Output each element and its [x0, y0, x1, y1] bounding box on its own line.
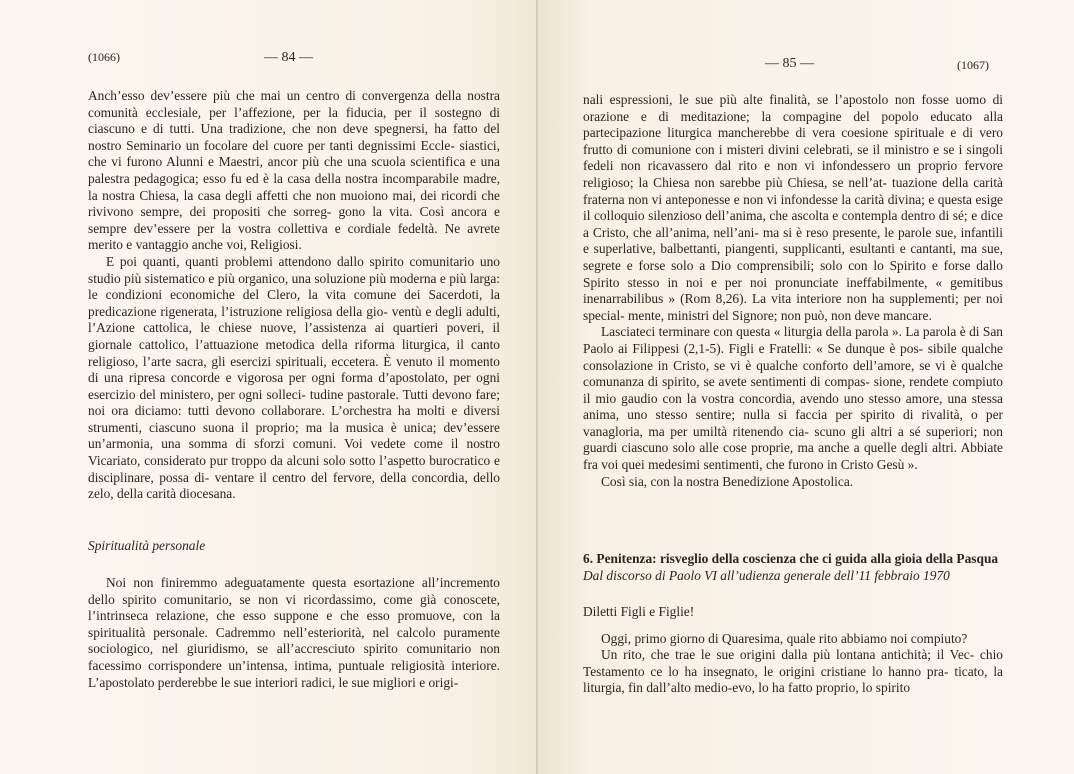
article-heading: [583, 551, 1003, 584]
paragraph: Così sia, con la nostra Benedizione Apostolica.: [601, 473, 854, 489]
left-page-number: — 84 —: [264, 50, 313, 65]
right-page-number: — 85 —: [765, 56, 814, 71]
left-header-number: (1066): [88, 50, 120, 64]
article-title: 6. Penitenza: risveglio della coscienza che ci guida alla gioia della Pasqua: [583, 551, 999, 566]
article-body: [583, 604, 1003, 697]
paragraph: nali espressioni, le sue più alte finalità, se l’apostolo non fosse uomo di orazione e di meditazione; la compagine del popolo educato alla partecipazione liturgica mancherebbe di vera coesione spirituale e di vero frutto di comunione con i misteri divini celebrati, se il ministro e se i singoli fedeli non ricavassero dal rito e non vi infondessero un proprio fervore religioso; la Chiesa non sarebbe più Chiesa, se nell’at- tuazione della carità fraterna non vi anteponesse e non vi infondesse la carità divina; e questa esige il colloquio silenzioso dell’anima, che ascolta e contempla dentro di sé; e dice a Cristo, che all’anima, nell’ani- ma si è reso presente, le parole sue, infantili e superlative, balbettanti, piangenti, supplicanti, esultanti e cantanti, ma sue, segrete e forse solo a Dio comprensibili; solo con lo Spirito e forse dallo Spirito stesso in noi e per noi pronunciate ineffabilmente, « gemitibus inenarrabilibus » (Rom 8,26). La vita interiore non ha supplementi; per noi special- mente, ministri del Signore; non può, non deve mancare.: [583, 92, 1003, 323]
article-subtitle: Dal discorso di Paolo VI all’udienza generale dell’11 febbraio 1970: [583, 567, 950, 583]
paragraph: Un rito, che trae le sue origini dalla più lontana antichità; il Vec- chio Testamento ce lo ha insegnato, le origini cristiane lo hanno pra- ticato, la liturgia, fin dall’alto medio-evo, lo ha fatto proprio, lo spirito: [583, 647, 1003, 696]
greeting: Diletti Figli e Figlie!: [583, 604, 695, 619]
right-header-number: (1067): [957, 58, 989, 72]
left-body: [88, 88, 500, 503]
right-page: [538, 0, 1074, 774]
paragraph: Noi non finiremmo adeguatamente questa esortazione all’incremento dello spirito comunitario, se non vi ricordassimo, come già conoscete, l’intrinseca relazione, che esso suppone e che esso promuove, con la spiritualità personale. Cadremmo nell’esteriorità, nel calcolo puramente sociologico, nel giuridismo, se all’accresciuto spirito comunitario non facessimo corrispondere un’intensa, intima, puntuale religiosità interiore. L’apostolato perderebbe le sue interiori radici, le sue migliori e origi-: [88, 575, 500, 690]
paragraph: Oggi, primo giorno di Quaresima, quale rito abbiamo noi compiuto?: [601, 630, 968, 646]
left-section: [88, 538, 500, 555]
right-body: [583, 92, 1003, 490]
left-section-body: [88, 575, 500, 691]
right-header: [583, 50, 1003, 70]
paragraph: E poi quanti, quanti problemi attendono dallo spirito comunitario uno studio più sistematico e più organico, una soluzione più moderna e più larga: le condizioni economiche del Clero, la vita comune dei Sacerdoti, la predicazione rigenerata, l’istruzione religiosa della gio- ventù e degli adulti, l’Azione cattolica, le chiese nuove, l’assistenza ai quartieri poveri, il giornale cattolico, l’attuazione metodica della riforma liturgica, il canto religioso, l’arte sacra, gli esercizi spirituali, eccetera. È venuto il momento di una ripresa concorde e vigorosa per ogni forma d’apostolato, per ogni esercizio del ministero, per ogni solleci- tudine pastorale. Tutti devono fare; noi ora diciamo: tutti devono collaborare. L’orchestra ha molti e diversi strumenti, ciascuno suona il proprio; ma la musica è unica; dev’essere un’armonia, una somma di sforzi comuni. Voi vedete come il nostro Vicariato, considerato pur troppo da alcuni solo sotto l’aspetto burocratico e disciplinare, possa di- ventare il centro del fervore, della concordia, dello zelo, della carità diocesana.: [88, 253, 500, 502]
section-title: Spiritualità personale: [88, 538, 206, 553]
paragraph: Anch’esso dev’essere più che mai un centro di convergenza della nostra comunità ecclesiale, per l’affezione, per la fiducia, per il sostegno di ciascuno e di tutti. Una tradizione, che non deve spegnersi, ha fatto del nostro Seminario un focolare del cuore per tanti degnissimi Eccle- siastici, che vi furono Alunni e Maestri, ancor più che una scuola scientifica e una palestra pedagogica; esso fu ed è la casa della nostra incomparabile madre, la nostra Chiesa, la casa degli affetti che non muoiono mai, dei ricordi che rivivono sempre, dei propositi che sorreg- gono la vita. Così ancora e sempre dev’essere per la vostra collettiva e cordiale fedeltà. Ne avrete merito e vantaggio anche voi, Religiosi.: [88, 88, 500, 253]
left-header: [88, 50, 498, 70]
paragraph: Lasciateci terminare con questa « liturgia della parola ». La parola è di San Paolo ai Filippesi (2,1-5). Figli e Fratelli: « Se dunque è pos- sibile qualche consolazione in Cristo, se vi è qualche conforto dell’amore, se vi è qualche comunanza di spirito, se avete sentimenti di compas- sione, rendete compiuto il mio gaudio con la vostra concordia, avendo uno stesso amore, una stessa anima, uno stesso sentire; nulla si faccia per spirito di rivalità, o per vanagloria, ma per umiltà ritenendo cia- scuno gli altri a sé superiori; non guardi ciascuno solo alle cose proprie, ma anche a quelle degli altri. Abbiate fra voi quei medesimi sentimenti, che furono in Cristo Gesù ».: [583, 324, 1003, 473]
